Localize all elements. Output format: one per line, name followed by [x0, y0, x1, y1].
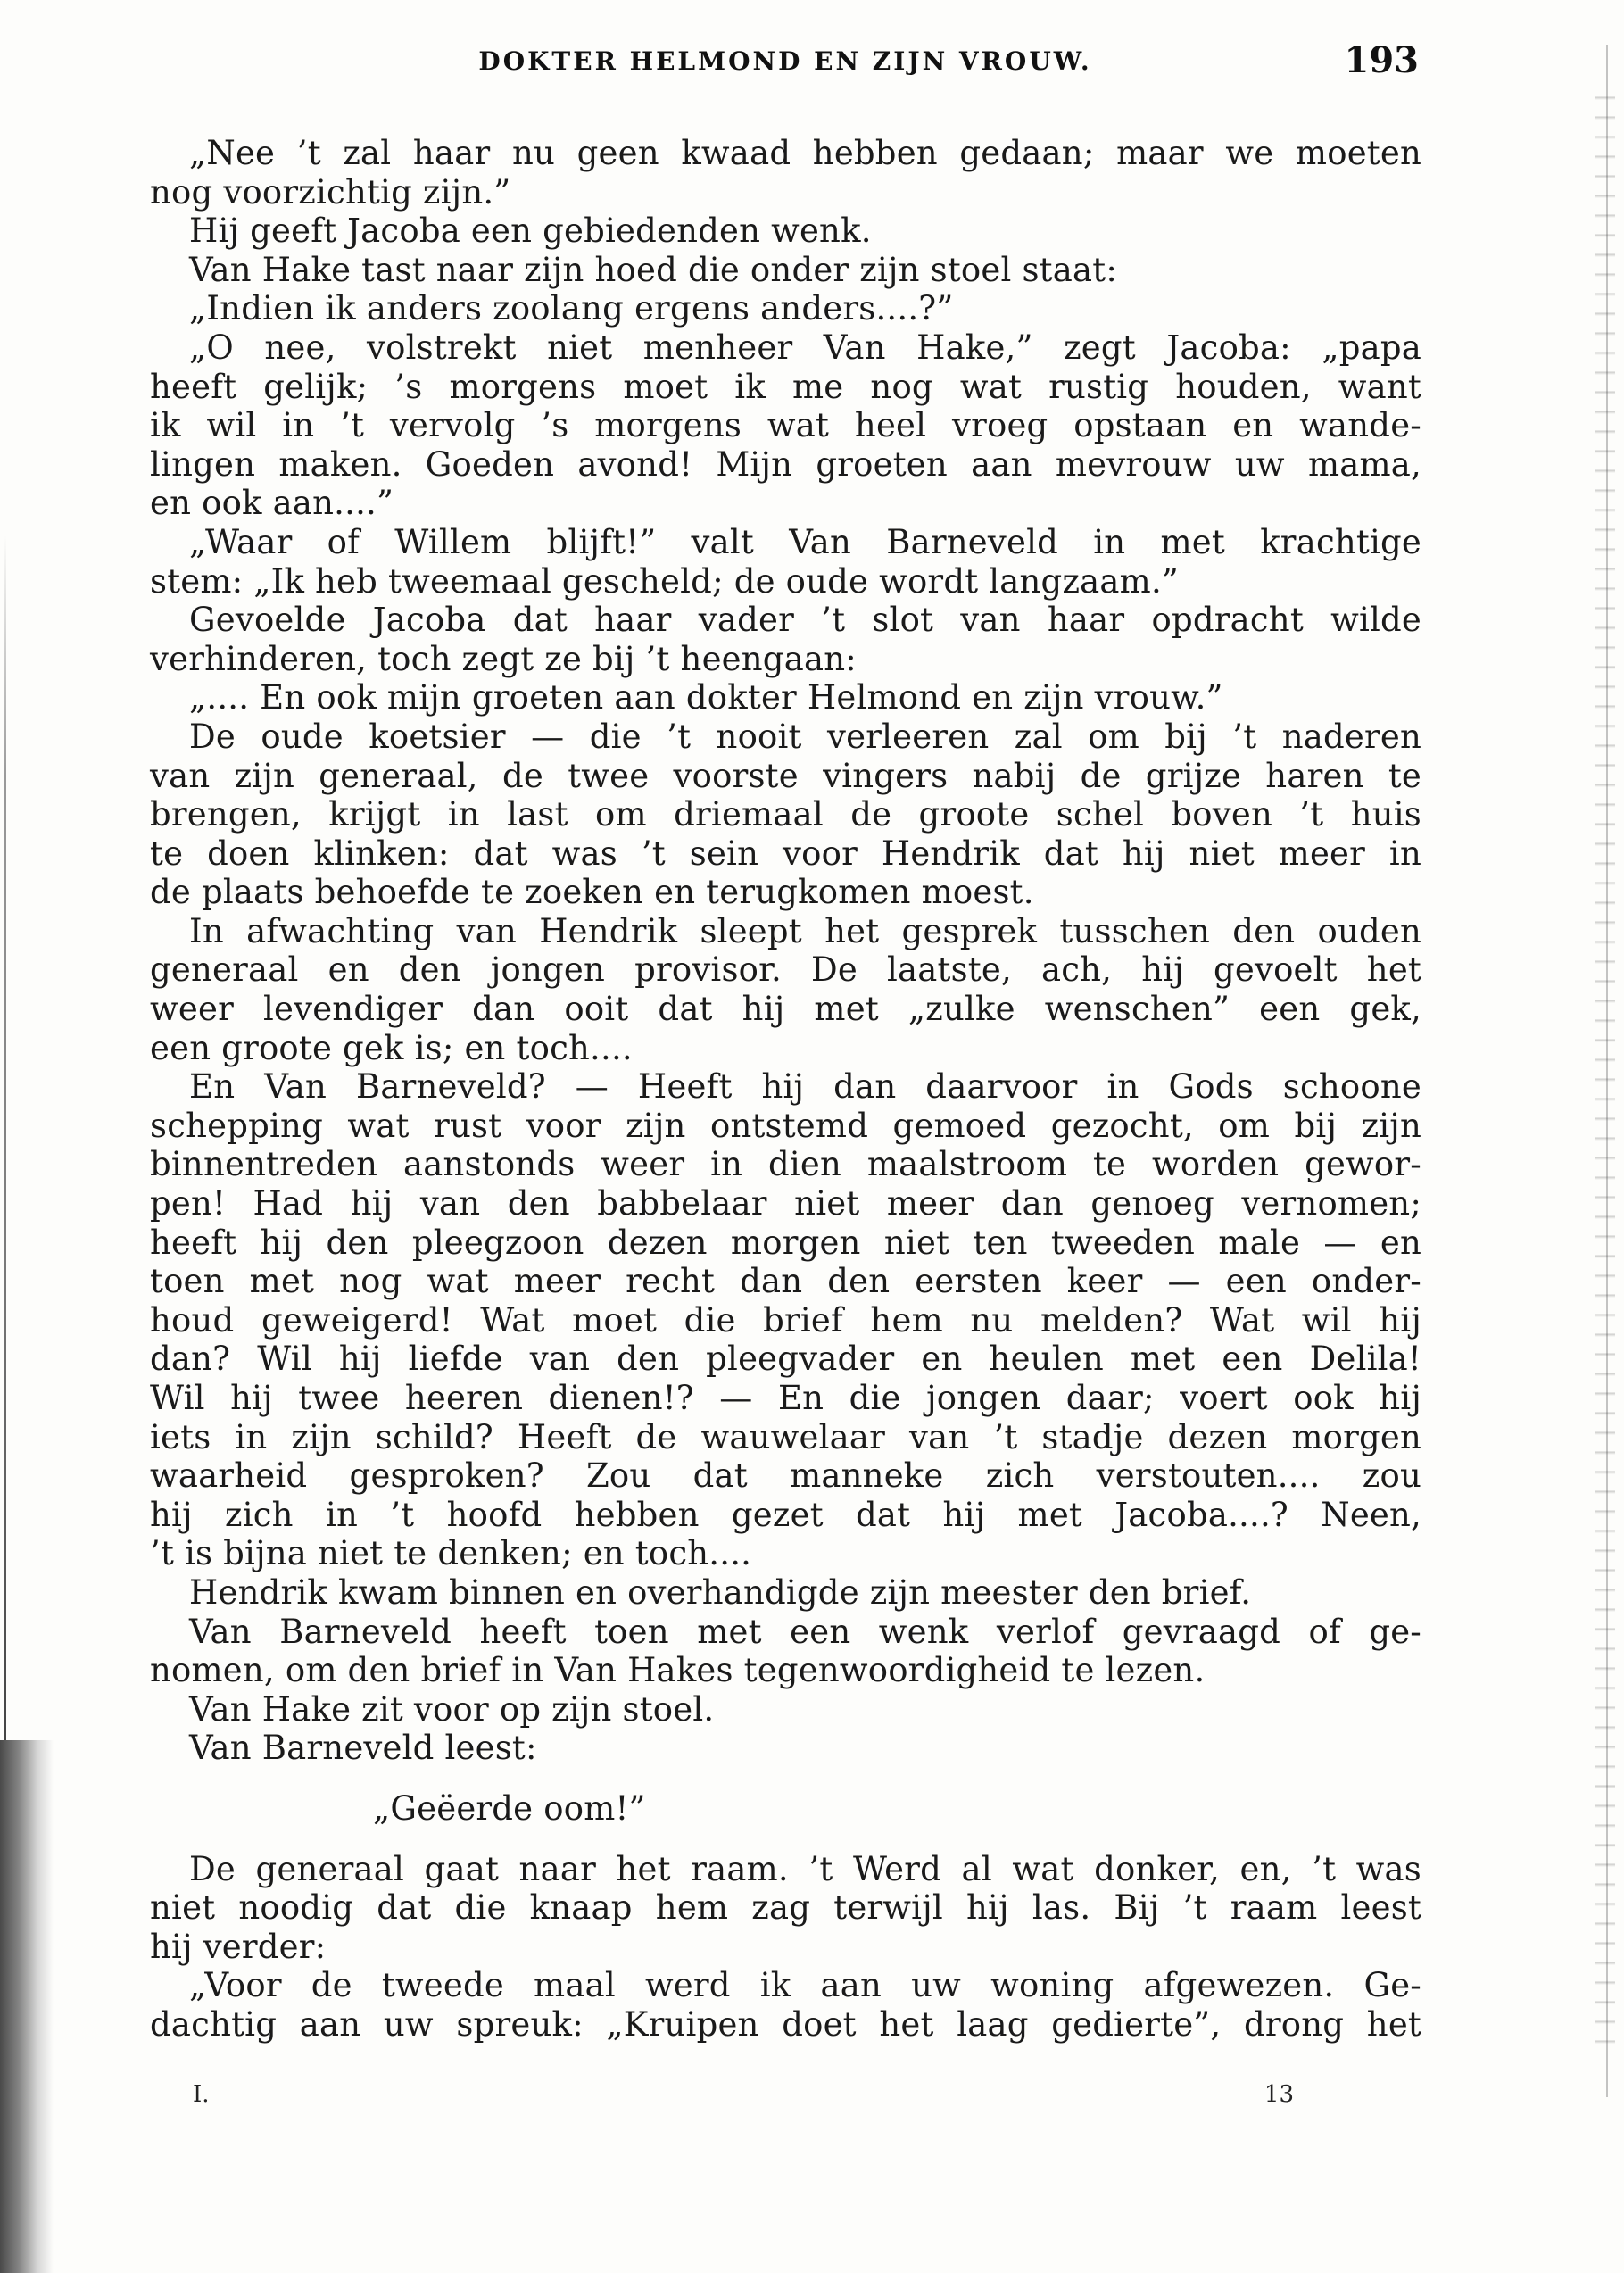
text-line: Gevoelde Jacoba dat haar vader ’t slot van haar opdracht wilde: [189, 601, 1421, 640]
text-line: „Indien ik anders zoolang ergens anders....?”: [189, 289, 954, 328]
text-line: Wil hij twee heeren dienen!? — En die jongen daar; voert ook hij: [150, 1379, 1421, 1417]
text-line: houd geweigerd! Wat moet die brief hem nu melden? Wat wil hij: [150, 1300, 1421, 1340]
text-line: van zijn generaal, de twee voorste vingers nabij de grijze haren te: [150, 756, 1421, 795]
text-line: iets in zijn schild? Heeft de wauwelaar van ’t stadje dezen morgen: [150, 1417, 1421, 1456]
text-line: „O nee, volstrekt niet menheer Van Hake,” zegt Jacoba: „papa: [189, 328, 1421, 367]
text-line: lingen maken. Goeden avond! Mijn groeten aan mevrouw uw mama,: [150, 444, 1421, 484]
text-line: Van Barneveld leest:: [189, 1729, 537, 1768]
text-line: „Voor de tweede maal werd ik aan uw woning afgewezen. Ge-: [189, 1966, 1421, 2005]
text-line: toen met nog wat meer recht dan den eersten keer — een onder-: [150, 1262, 1421, 1301]
text-line: waarheid gesproken? Zou dat manneke zich verstouten.... zou: [150, 1456, 1421, 1496]
text-line: generaal en den jongen provisor. De laatste, ach, hij gevoelt het: [150, 950, 1421, 990]
page-edge-shadow: [1595, 80, 1615, 2044]
binding-edge: [4, 535, 6, 1740]
page-footer: [152, 2081, 1294, 2117]
text-line: een groote gek is; en toch....: [150, 1028, 633, 1067]
text-line: hij verder:: [150, 1927, 327, 1966]
text-line: stem: „Ik heb tweemaal gescheld; de oude wordt langzaam.”: [150, 561, 1180, 601]
sheet-number: 13: [1264, 2081, 1294, 2108]
text-line: weer levendiger dan ooit dat hij met „zulke wenschen” een gek,: [150, 990, 1421, 1029]
text-line: De oude koetsier — die ’t nooit verleeren zal om bij ’t naderen: [189, 717, 1421, 756]
text-line: heeft gelijk; ’s morgens moet ik me nog wat rustig houden, want: [150, 367, 1421, 406]
text-line: niet noodig dat die knaap hem zag terwijl hij las. Bij ’t raam leest: [150, 1888, 1421, 1928]
text-line: De generaal gaat naar het raam. ’t Werd al wat donker, en, ’t was: [189, 1849, 1421, 1888]
text-line: te doen klinken: dat was ’t sein voor Hendrik dat hij niet meer in: [150, 834, 1421, 873]
text-line: „Nee ’t zal haar nu geen kwaad hebben gedaan; maar we moeten: [189, 134, 1421, 172]
text-line: heeft hij den pleegzoon dezen morgen niet ten tweeden male — en: [150, 1223, 1421, 1262]
text-line: „.... En ook mijn groeten aan dokter Helmond en zijn vrouw.”: [189, 678, 1223, 718]
signature-mark: I.: [193, 2081, 210, 2108]
letter-salutation: „Geëerde oom!”: [373, 1788, 646, 1828]
text-line: ’t is bijna niet te denken; en toch....: [150, 1534, 752, 1573]
text-line: verhinderen, toch zegt ze bij ’t heengaan:: [150, 639, 857, 678]
text-line: nomen, om den brief in Van Hakes tegenwoordigheid te lezen.: [150, 1651, 1206, 1690]
text-line: hij zich in ’t hoofd hebben gezet dat hij met Jacoba....? Neen,: [150, 1495, 1421, 1534]
text-line: En Van Barneveld? — Heeft hij dan daarvoor in Gods schoone: [189, 1067, 1421, 1107]
text-line: ik wil in ’t vervolg ’s morgens wat heel vroeg opstaan en wande-: [150, 406, 1421, 445]
text-line: dachtig aan uw spreuk: „Kruipen doet het laag gedierte”, drong het: [150, 2004, 1421, 2044]
text-line: Hendrik kwam binnen en overhandigde zijn meester den brief.: [189, 1572, 1252, 1612]
page-header: [152, 37, 1419, 91]
binding-shadow: [0, 1740, 54, 2273]
text-line: binnentreden aanstonds weer in dien maalstroom te worden gewor-: [150, 1145, 1421, 1184]
text-line: dan? Wil hij liefde van den pleegvader en heulen met een Delila!: [150, 1340, 1421, 1379]
text-line: schepping wat rust voor zijn ontstemd gemoed gezocht, om bij zijn: [150, 1106, 1421, 1145]
text-line: de plaats behoefde te zoeken en terugkomen moest.: [150, 873, 1034, 912]
text-line: pen! Had hij van den babbelaar niet meer dan genoeg vernomen;: [150, 1184, 1421, 1224]
text-line: en ook aan....”: [150, 484, 394, 523]
text-line: brengen, krijgt in last om driemaal de groote schel boven ’t huis: [150, 795, 1421, 834]
text-line: Hij geeft Jacoba een gebiedenden wenk.: [189, 212, 872, 251]
page-number: 193: [1344, 39, 1419, 81]
text-line: „Waar of Willem blijft!” valt Van Barneveld in met krachtige: [189, 522, 1421, 561]
body-text: [150, 134, 1421, 2045]
text-line: Van Hake zit voor op zijn stoel.: [189, 1689, 715, 1729]
text-line: Van Hake tast naar zijn hoed die onder zijn stoel staat:: [189, 250, 1117, 289]
text-line: In afwachting van Hendrik sleept het gesprek tusschen den ouden: [189, 911, 1421, 950]
running-title: DOKTER HELMOND EN ZIJN VROUW.: [478, 46, 1092, 76]
text-line: nog voorzichtig zijn.”: [150, 172, 511, 212]
text-line: Van Barneveld heeft toen met een wenk verlof gevraagd of ge-: [189, 1612, 1421, 1651]
